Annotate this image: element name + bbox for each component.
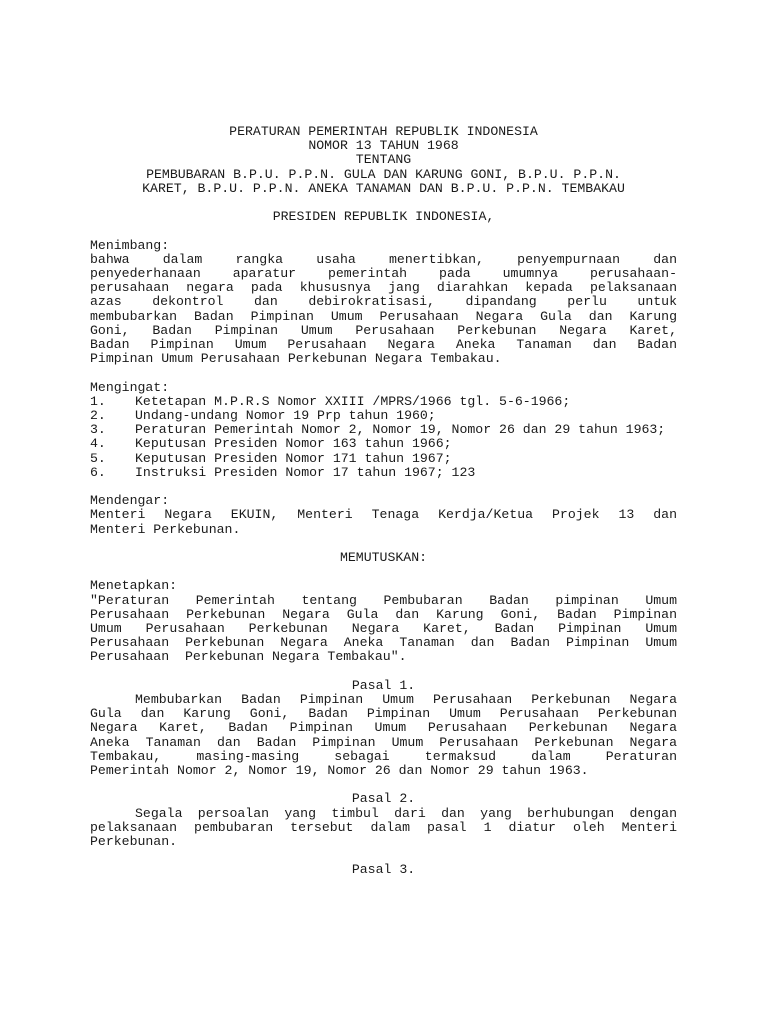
menimbang-heading: Menimbang: [90, 237, 170, 253]
menimbang-line: membubarkan Badan Pimpinan Umum Perusahaan Negara Gula dan Karung [90, 308, 677, 324]
mengingat-item [90, 437, 677, 451]
mengingat-item [90, 423, 677, 437]
mengingat-heading: Mengingat: [90, 379, 170, 395]
menetapkan-line: Perusahaan Perkebunan Negara Gula dan Karung Goni, Badan Pimpinan [90, 606, 677, 622]
item-number: 6. [90, 464, 106, 480]
mengingat-item [90, 395, 677, 409]
menetapkan-line: "Peraturan Pemerintah tentang Pembubaran Badan pimpinan Umum [90, 592, 677, 608]
mengingat-item [90, 466, 677, 480]
item-text: Peraturan Pemerintah Nomor 2, Nomor 19, Nomor 26 dan 29 tahun 1963; [135, 422, 666, 438]
pasal-2-line: Perkebunan. [90, 834, 178, 850]
pasal-2-line: Segala persoalan yang timbul dari dan yang berhubungan dengan [135, 805, 677, 821]
doc-title-line-1: PERATURAN PEMERINTAH REPUBLIK INDONESIA [229, 124, 538, 139]
menimbang-line: Badan Pimpinan Umum Perusahaan Negara Aneka Tanaman dan Badan [90, 337, 677, 353]
pasal-1-line: Tembakau, masing-masing sebagai termaksud dalam Peraturan [90, 748, 677, 764]
menimbang-line: Goni, Badan Pimpinan Umum Perusahaan Perkebunan Negara Karet, [90, 322, 677, 338]
menimbang-line: Pimpinan Umum Perusahaan Perkebunan Negara Tembakau. [90, 351, 502, 367]
pasal-1-title: Pasal 1. [351, 677, 416, 693]
pasal-2-line: pelaksanaan pembubaran tersebut dalam pasal 1 diatur oleh Menteri [90, 819, 677, 835]
menetapkan-line: Umum Perusahaan Perkebunan Negara Karet, Badan Pimpinan Umum [90, 621, 677, 637]
pasal-1-line: Membubarkan Badan Pimpinan Umum Perusahaan Perkebunan Negara [135, 692, 677, 708]
president-heading: PRESIDEN REPUBLIK INDONESIA, [272, 209, 495, 225]
doc-title-line-4: PEMBUBARAN B.P.U. P.P.N. GULA DAN KARUNG GONI, B.P.U. P.P.N. [146, 166, 621, 182]
menetapkan-line: Perusahaan Perkebunan Negara Tembakau". [90, 649, 407, 665]
pasal-1-line: Gula dan Karung Goni, Badan Pimpinan Umum Perusahaan Perkebunan [90, 706, 677, 722]
item-number: 2. [90, 408, 106, 424]
item-text: Keputusan Presiden Nomor 163 tahun 1966; [135, 436, 452, 452]
item-text: Instruksi Presiden Nomor 17 tahun 1967; 123 [135, 464, 476, 480]
mengingat-item [90, 409, 677, 423]
mendengar-line: Menteri Perkebunan. [90, 521, 241, 537]
memutuskan-heading: MEMUTUSKAN: [339, 550, 428, 566]
item-number: 1. [90, 393, 106, 409]
menetapkan-line: Perusahaan Perkebunan Negara Aneka Tanaman dan Badan Pimpinan Umum [90, 635, 677, 651]
menimbang-line: azas dekontrol dan debirokratisasi, dipandang perlu untuk [90, 294, 677, 310]
pasal-1-line: Aneka Tanaman dan Badan Pimpinan Umum Perusahaan Perkebunan Negara [90, 734, 677, 750]
item-number: 3. [90, 422, 106, 438]
document-page [90, 125, 677, 878]
pasal-1-line: Pemerintah Nomor 2, Nomor 19, Nomor 26 dan Nomor 29 tahun 1963. [90, 763, 589, 779]
mengingat-item [90, 452, 677, 466]
item-text: Keputusan Presiden Nomor 171 tahun 1967; [135, 450, 452, 466]
pasal-2-title: Pasal 2. [351, 791, 416, 807]
menimbang-line: penyederhanaan aparatur pemerintah pada umumnya perusahaan- [90, 266, 677, 281]
mendengar-line: Menteri Negara EKUIN, Menteri Tenaga Kerdja/Ketua Projek 13 dan [90, 507, 677, 523]
menetapkan-heading: Menetapkan: [90, 578, 178, 594]
pasal-1-line: Negara Karet, Badan Pimpinan Umum Perusahaan Perkebunan Negara [90, 720, 677, 736]
doc-title-line-3: TENTANG [355, 152, 412, 168]
item-text: Ketetapan M.P.R.S Nomor XXIII /MPRS/1966 tgl. 5-6-1966; [135, 393, 571, 409]
item-number: 4. [90, 436, 106, 452]
item-text: Undang-undang Nomor 19 Prp tahun 1960; [135, 408, 436, 424]
pasal-3-title: Pasal 3. [351, 862, 416, 878]
doc-title-line-2: NOMOR 13 TAHUN 1968 [308, 138, 459, 154]
doc-title-line-5: KARET, B.P.U. P.P.N. ANEKA TANAMAN DAN B.P.U. P.P.N. TEMBAKAU [142, 180, 625, 196]
mendengar-heading: Mendengar: [90, 493, 170, 509]
menimbang-line: perusahaan negara pada khususnya jang diarahkan kepada pelaksanaan [90, 280, 677, 296]
menimbang-line: bahwa dalam rangka usaha menertibkan, penyempurnaan dan [90, 251, 677, 267]
item-number: 5. [90, 450, 106, 466]
